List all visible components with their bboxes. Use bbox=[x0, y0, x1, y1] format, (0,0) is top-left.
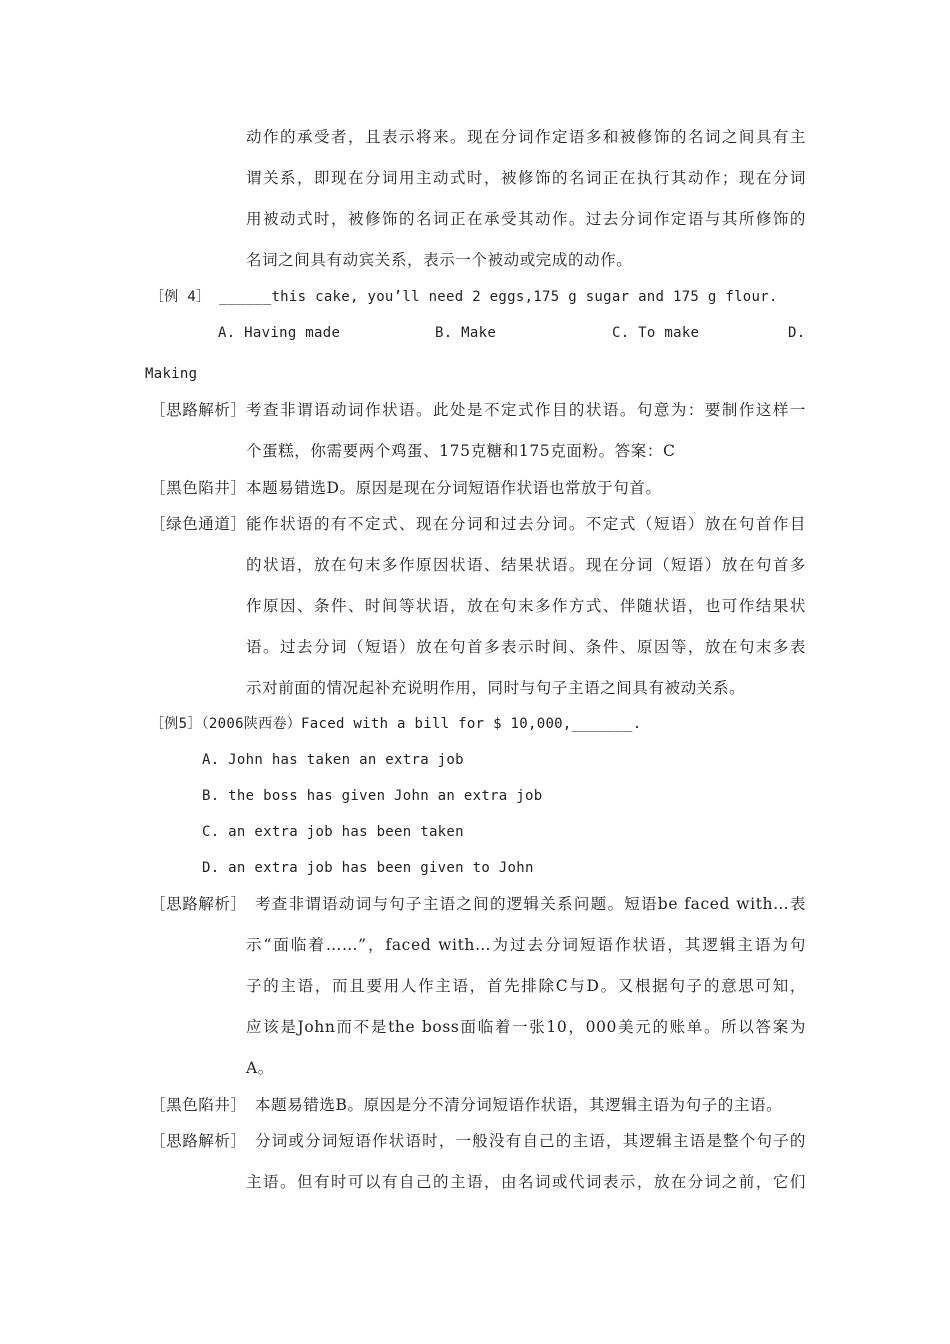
example-4-option-c: C. To make bbox=[612, 325, 700, 341]
analysis-text: 子的主语，而且要用人作主语，首先排除C与D。又根据句子的意思可知， bbox=[246, 977, 806, 995]
green-channel-text: 语。过去分词（短语）放在句首多表示时间、条件、原因等，放在句末多表 bbox=[246, 638, 806, 656]
analysis-text: 示“面临着……”，faced with…为过去分词短语作状语，其逻辑主语为句 bbox=[246, 936, 806, 954]
example-5-option-d: D. an extra job has been given to John bbox=[202, 860, 534, 876]
analysis-text: 考查非谓语动词作状语。此处是不定式作目的状语。句意为：要制作这样一 bbox=[246, 401, 806, 419]
example-4-option-b: B. Make bbox=[435, 325, 497, 341]
analysis-text: 分词或分词短语作状语时，一般没有自己的主语，其逻辑主语是整个句子的 bbox=[255, 1132, 806, 1150]
example-5-option-b: B. the boss has given John an extra job bbox=[202, 788, 543, 804]
analysis-text: 个蛋糕，你需要两个鸡蛋、175克糖和175克面粉。答案：C bbox=[246, 442, 676, 460]
trap-text: 本题易错选B。原因是分不清分词短语作状语，其逻辑主语为句子的主语。 bbox=[255, 1096, 783, 1114]
trap-label: ［黑色陷井］ bbox=[150, 479, 247, 497]
trap-label: ［黑色陷井］ bbox=[150, 1096, 247, 1114]
analysis-label: ［思路解析］ bbox=[150, 895, 247, 913]
paragraph-line: 谓关系，即现在分词用主动式时，被修饰的名词正在执行其动作；现在分词 bbox=[246, 169, 806, 187]
green-channel-text: 示对前面的情况起补充说明作用，同时与句子主语之间具有被动关系。 bbox=[246, 679, 746, 697]
trap-text: 本题易错选D。原因是现在分词短语作状语也常放于句首。 bbox=[246, 479, 662, 497]
green-channel-text: 作原因、条件、时间等状语，放在句末多作方式、伴随状语，也可作结果状 bbox=[246, 597, 806, 615]
example-4-option-d-text: Making bbox=[145, 366, 198, 382]
analysis-label: ［思路解析］ bbox=[150, 401, 247, 419]
green-channel-text: 的状语，放在句末多作原因状语、结果状语。现在分词（短语）放在句首多 bbox=[246, 556, 806, 574]
paragraph-line: 用被动式时，被修饰的名词正在承受其动作。过去分词作定语与其所修饰的 bbox=[246, 210, 806, 228]
analysis-text: A。 bbox=[246, 1059, 274, 1077]
analysis-text: 主语。但有时可以有自己的主语，由名词或代词表示，放在分词之前，它们 bbox=[246, 1173, 806, 1191]
example-5-option-c: C. an extra job has been taken bbox=[202, 824, 464, 840]
analysis-text: 应该是John而不是the boss面临着一张10，000美元的账单。所以答案为 bbox=[246, 1018, 806, 1036]
example-4-question: ［例 4］ ______this cake, you’ll need 2 eggs,175 g sugar and 175 g flour. bbox=[150, 289, 778, 305]
green-channel-text: 能作状语的有不定式、现在分词和过去分词。不定式（短语）放在句首作目 bbox=[246, 515, 806, 533]
example-4-option-d: D. bbox=[788, 325, 806, 341]
analysis-text: 考查非谓语动词与句子主语之间的逻辑关系问题。短语be faced with…表 bbox=[255, 895, 806, 913]
example-5-option-a: A. John has taken an extra job bbox=[202, 752, 464, 768]
paragraph-line: 动作的承受者，且表示将来。现在分词作定语多和被修饰的名词之间具有主 bbox=[246, 128, 806, 146]
paragraph-line: 名词之间具有动宾关系，表示一个被动或完成的动作。 bbox=[246, 251, 633, 269]
example-4-option-a: A. Having made bbox=[218, 325, 341, 341]
green-channel-label: ［绿色通道］ bbox=[150, 515, 247, 533]
example-5-question: ［例5］（2006陕西卷）Faced with a bill for $ 10,000,_______. bbox=[150, 716, 642, 732]
analysis-label: ［思路解析］ bbox=[150, 1132, 247, 1150]
